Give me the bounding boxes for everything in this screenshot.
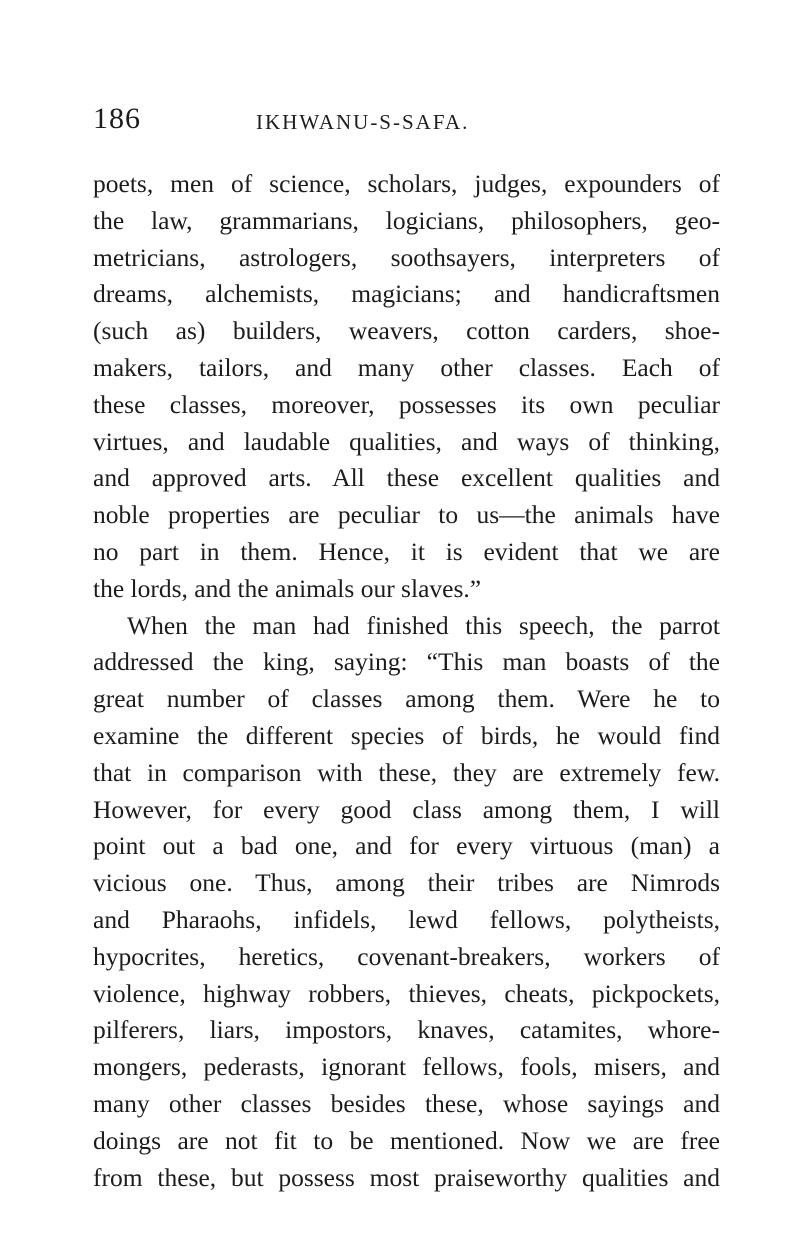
text-line: dreams, alchemists, magicians; and handicraftsmen bbox=[93, 279, 720, 309]
text-line: these classes, moreover, possesses its own peculiar bbox=[93, 389, 720, 419]
text-line: pilferers, liars, impostors, knaves, catamites, whore- bbox=[93, 1015, 720, 1045]
text-line: hypocrites, heretics, covenant-breakers, workers of bbox=[93, 941, 720, 971]
text-line: vicious one. Thus, among their tribes are Nimrods bbox=[93, 868, 720, 898]
text-line: many other classes besides these, whose sayings and bbox=[93, 1088, 720, 1118]
text-line: poets, men of science, scholars, judges, expounders of bbox=[93, 169, 720, 198]
text-line: no part in them. Hence, it is evident that we are bbox=[93, 536, 720, 566]
text-line: However, for every good class among them, I will bbox=[93, 794, 720, 824]
text-line: doings are not fit to be mentioned. Now we are free bbox=[93, 1125, 720, 1155]
text-line: addressed the king, saying: “This man boasts of the bbox=[93, 647, 720, 677]
text-line: noble properties are peculiar to us—the animals have bbox=[93, 500, 720, 530]
page-number: 186 bbox=[93, 102, 141, 135]
text-line: point out a bad one, and for every virtuous (man) a bbox=[93, 831, 720, 861]
text-line: that in comparison with these, they are extremely few. bbox=[93, 757, 720, 787]
text-line: examine the different species of birds, he would find bbox=[93, 720, 720, 750]
text-line: mongers, pederasts, ignorant fellows, fools, misers, and bbox=[93, 1052, 720, 1082]
paragraph-end-line: the lords, and the animals our slaves.” bbox=[93, 573, 482, 603]
text-line: metricians, astrologers, soothsayers, interpreters of bbox=[93, 242, 720, 272]
running-title: IKHWANU-S-SAFA. bbox=[256, 110, 470, 134]
page-header bbox=[93, 98, 700, 138]
text-line: from these, but possess most praiseworthy qualities and bbox=[93, 1162, 720, 1192]
text-line: great number of classes among them. Were he to bbox=[93, 684, 720, 714]
paragraph-start-line: When the man had finished this speech, the parrot bbox=[127, 610, 720, 640]
text-line: and Pharaohs, infidels, lewd fellows, polytheists, bbox=[93, 904, 720, 934]
text-line: (such as) builders, weavers, cotton carders, shoe- bbox=[93, 316, 720, 346]
text-line: makers, tailors, and many other classes. Each of bbox=[93, 352, 720, 382]
body-text bbox=[93, 166, 720, 1196]
text-line: the law, grammarians, logicians, philosophers, geo- bbox=[93, 205, 720, 235]
text-line: violence, highway robbers, thieves, cheats, pickpockets, bbox=[93, 978, 720, 1008]
text-line: virtues, and laudable qualities, and ways of thinking, bbox=[93, 426, 720, 456]
text-line: and approved arts. All these excellent qualities and bbox=[93, 463, 720, 493]
